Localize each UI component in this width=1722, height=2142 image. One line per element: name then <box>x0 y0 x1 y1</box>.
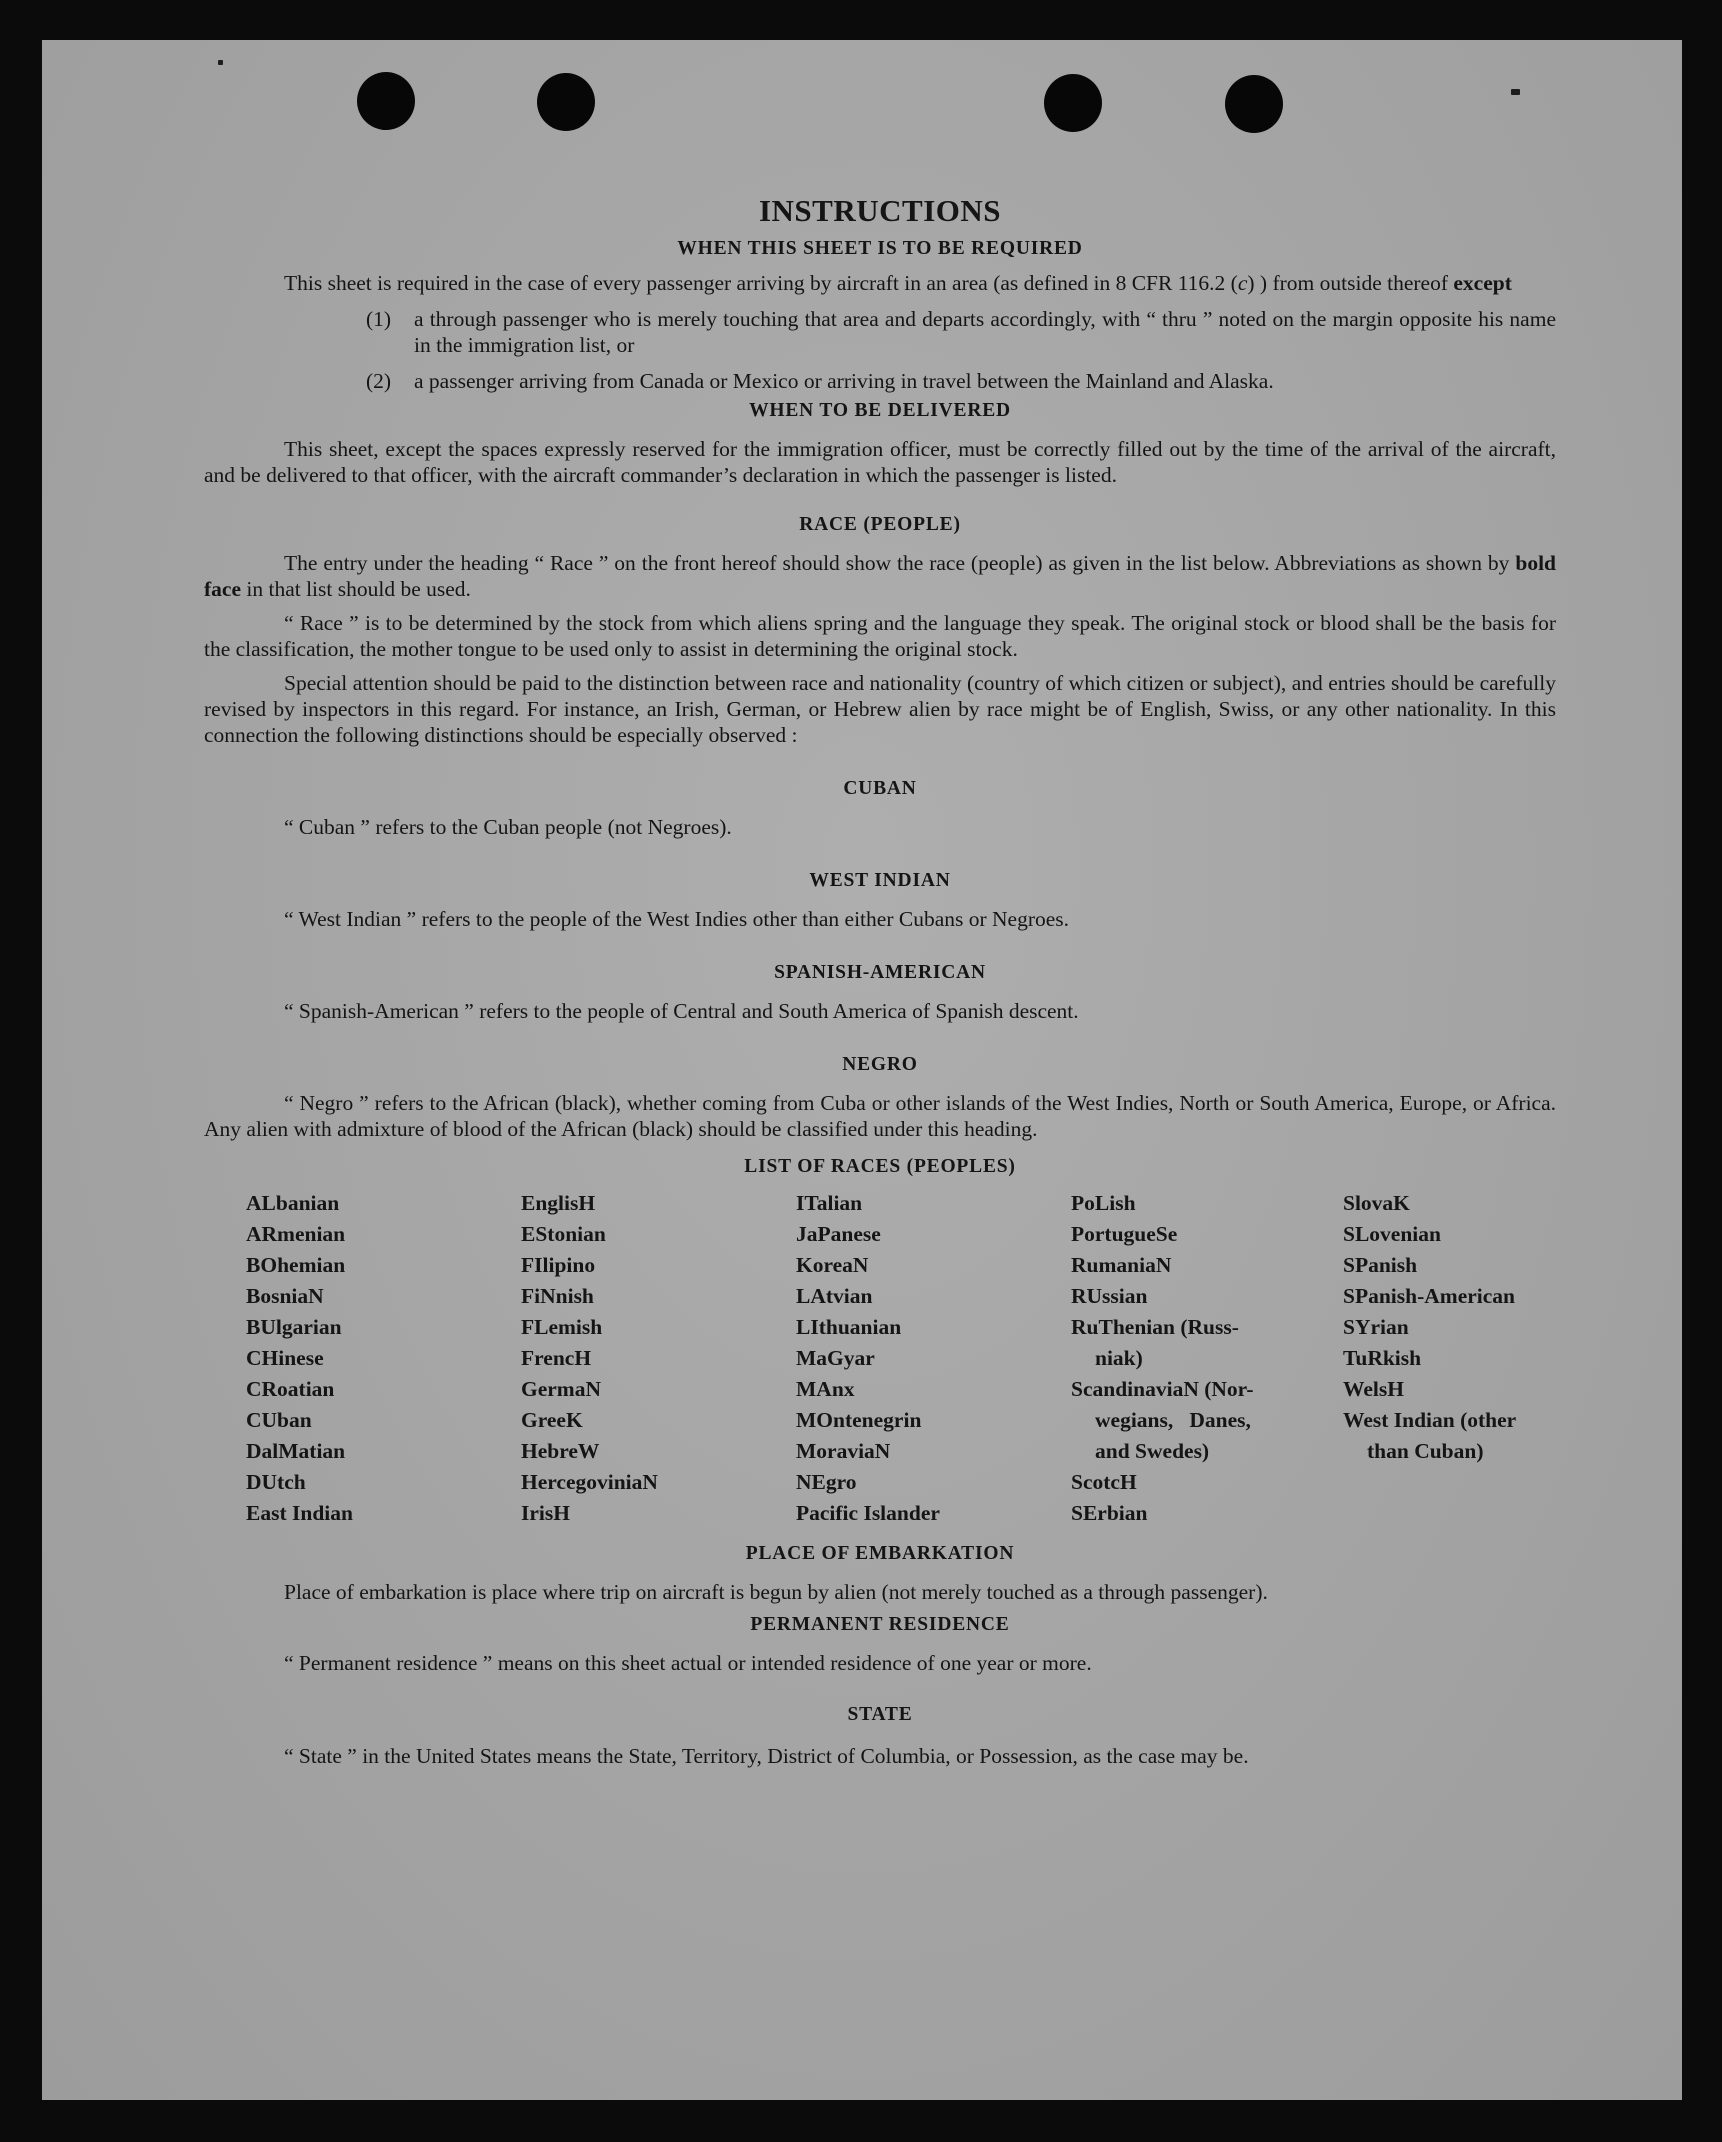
race-entry: MaGyar <box>796 1346 875 1370</box>
race-entry: West Indian (other <box>1343 1408 1517 1432</box>
race-entry: IrisH <box>521 1501 570 1525</box>
section-heading-negro: NEGRO <box>842 1054 918 1075</box>
race-entry: MAnx <box>796 1377 855 1401</box>
ink-speck <box>1511 89 1520 95</box>
race-entry: CHinese <box>246 1346 324 1370</box>
race-entry: FrencH <box>521 1346 592 1370</box>
race-entry: FLemish <box>521 1315 603 1339</box>
section-heading-residence: PERMANENT RESIDENCE <box>750 1614 1010 1635</box>
race-entry: FIlipino <box>521 1253 596 1277</box>
race-entry: than Cuban) <box>1367 1439 1484 1463</box>
section-heading-cuban: CUBAN <box>843 778 917 799</box>
race-entry: HebreW <box>521 1439 600 1463</box>
race-entry: SErbian <box>1071 1501 1148 1525</box>
race-column <box>796 1188 1071 1529</box>
race-column <box>246 1188 521 1529</box>
page-title: INSTRUCTIONS <box>758 193 1001 228</box>
race-entry: CUban <box>246 1408 312 1432</box>
document-sheet <box>42 40 1682 2100</box>
ink-speck <box>218 60 223 65</box>
race-entry: NEgro <box>796 1470 857 1494</box>
race-entry: ALbanian <box>246 1191 340 1215</box>
race-entry: LAtvian <box>796 1284 873 1308</box>
race-entry: FiNnish <box>521 1284 594 1308</box>
race-paragraph-1: The entry under the heading “ Race ” on the front hereof should show the race (people) as given in the list below. Abbreviations as shown by bold face in that list should be used. <box>204 551 1556 601</box>
race-entry: SLovenian <box>1343 1222 1441 1246</box>
section-heading-race: RACE (PEOPLE) <box>799 514 961 535</box>
section-heading-west-indian: WEST INDIAN <box>809 870 951 891</box>
race-entry: niak) <box>1095 1346 1143 1370</box>
race-entry: ITalian <box>796 1191 863 1215</box>
race-entry: RUssian <box>1071 1284 1148 1308</box>
race-entry: wegians, Danes, <box>1095 1408 1251 1432</box>
section-heading-state: STATE <box>847 1704 913 1725</box>
punch-hole <box>1044 74 1102 132</box>
west-indian-text: “ West Indian ” refers to the people of the West Indies other than either Cubans or Negroes. <box>284 907 1070 931</box>
section-heading-list-of-races: LIST OF RACES (PEOPLES) <box>744 1156 1016 1177</box>
race-entry: East Indian <box>246 1501 353 1525</box>
exception-item: (2) a passenger arriving from Canada or Mexico or arriving in travel between the Mainland and Alaska. <box>366 369 1274 393</box>
punch-hole <box>1225 75 1283 133</box>
race-entry: BOhemian <box>246 1253 346 1277</box>
race-entry: RuThenian (Russ- <box>1071 1315 1239 1339</box>
section-heading-when-required: WHEN THIS SHEET IS TO BE REQUIRED <box>677 238 1083 259</box>
punch-hole <box>357 72 415 130</box>
race-entry: DUtch <box>246 1470 306 1494</box>
embarkation-text: Place of embarkation is place where trip on aircraft is begun by alien (not merely touched as a through passenger). <box>284 1580 1268 1604</box>
race-entry: PortugueSe <box>1071 1222 1178 1246</box>
negro-text: “ Negro ” refers to the African (black), whether coming from Cuba or other islands of the West Indies, North or South America, Europe, or Africa. Any alien with admixture of blood of the African (black) should be classified under this heading. <box>204 1091 1556 1141</box>
race-column <box>521 1188 796 1529</box>
race-entry: DalMatian <box>246 1439 346 1463</box>
residence-text: “ Permanent residence ” means on this sheet actual or intended residence of one year or more. <box>284 1651 1092 1675</box>
race-column <box>1343 1188 1598 1529</box>
race-entry: JaPanese <box>796 1222 881 1246</box>
race-entry: LIthuanian <box>796 1315 902 1339</box>
race-entry: SlovaK <box>1343 1191 1410 1215</box>
when-delivered-text: This sheet, except the spaces expressly reserved for the immigration officer, must be correctly filled out by the time of the arrival of the aircraft, and be delivered to that officer, with the aircraft commander’s declaration in which the passenger is listed. <box>204 437 1556 487</box>
race-entry: ScandinaviaN (Nor- <box>1071 1377 1254 1401</box>
race-entry: ARmenian <box>246 1222 346 1246</box>
race-entry: ScotcH <box>1071 1470 1137 1494</box>
race-entry: CRoatian <box>246 1377 335 1401</box>
race-column <box>1071 1188 1343 1529</box>
race-entry: MOntenegrin <box>796 1408 922 1432</box>
race-entry: GreeK <box>521 1408 583 1432</box>
race-entry: Pacific Islander <box>796 1501 940 1525</box>
race-entry: and Swedes) <box>1095 1439 1210 1463</box>
state-text: “ State ” in the United States means the State, Territory, District of Columbia, or Possession, as the case may be. <box>284 1744 1249 1768</box>
when-required-text: This sheet is required in the case of every passenger arriving by aircraft in an area (as defined in 8 CFR 116.2 (c) ) from outside thereof except <box>284 271 1512 295</box>
instructions-content <box>204 190 1556 1773</box>
punch-hole <box>537 73 595 131</box>
race-list <box>246 1188 1556 1529</box>
race-entry: SYrian <box>1343 1315 1409 1339</box>
race-entry: EnglisH <box>521 1191 596 1215</box>
race-entry: BUlgarian <box>246 1315 342 1339</box>
section-heading-spanish-american: SPANISH-AMERICAN <box>774 962 986 983</box>
race-entry: GermaN <box>521 1377 601 1401</box>
race-entry: SPanish <box>1343 1253 1418 1277</box>
race-entry: SPanish-American <box>1343 1284 1515 1308</box>
race-entry: WelsH <box>1343 1377 1404 1401</box>
section-heading-embarkation: PLACE OF EMBARKATION <box>745 1543 1015 1564</box>
race-entry: MoraviaN <box>796 1439 891 1463</box>
race-entry: KoreaN <box>796 1253 869 1277</box>
race-entry: TuRkish <box>1343 1346 1422 1370</box>
race-paragraph-2: “ Race ” is to be determined by the stock from which aliens spring and the language they speak. The original stock or blood shall be the basis for the classification, the mother tongue to be used only to assist in determining the original stock. <box>204 611 1556 661</box>
spanish-american-text: “ Spanish-American ” refers to the people of Central and South America of Spanish descent. <box>284 999 1079 1023</box>
race-entry: HercegoviniaN <box>521 1470 658 1494</box>
race-entry: EStonian <box>521 1222 606 1246</box>
exception-item: (1) a through passenger who is merely touching that area and departs accordingly, with “ thru ” noted on the margin opposite his name in the immigration list, or <box>366 307 1556 357</box>
cuban-text: “ Cuban ” refers to the Cuban people (not Negroes). <box>284 815 732 839</box>
race-paragraph-3: Special attention should be paid to the distinction between race and nationality (country of which citizen or subject), and entries should be carefully revised by inspectors in this regard. For instance, an Irish, German, or Hebrew alien by race might be of English, Swiss, or any other nationality. In this connection the following distinctions should be especially observed : <box>204 671 1556 747</box>
section-heading-when-delivered: WHEN TO BE DELIVERED <box>749 400 1011 421</box>
race-entry: RumaniaN <box>1071 1253 1172 1277</box>
race-entry: PoLish <box>1071 1191 1136 1215</box>
race-entry: BosniaN <box>246 1284 324 1308</box>
